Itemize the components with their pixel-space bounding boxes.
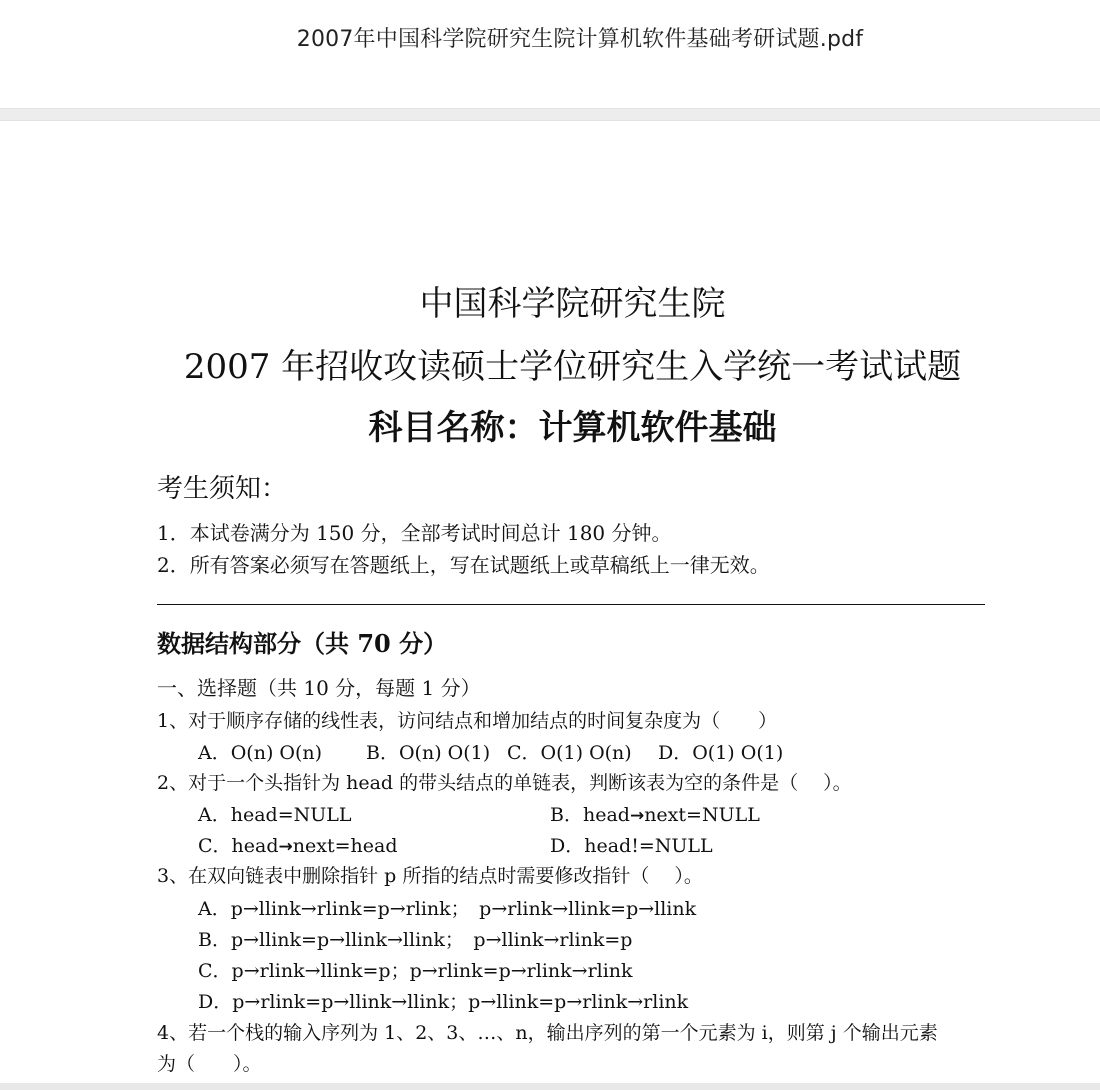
pdf-page xyxy=(0,121,1100,1090)
question-3-option-c: C．p→rlink→llink=p；p→rlink=p→rlink→rlink xyxy=(198,960,633,982)
option-c-text-start: C．head xyxy=(198,835,279,857)
notice-heading: 考生须知： xyxy=(157,474,288,504)
arrow-icon: → xyxy=(629,806,645,826)
question-1-option-d: D．O(1) O(1) xyxy=(658,742,784,764)
exam-title: 2007 年招收攻读硕士学位研究生入学统一考试试题 xyxy=(183,347,962,387)
horizontal-rule xyxy=(157,604,985,605)
question-3-option-d: D．p→rlink=p→llink→llink；p→llink=p→rlink→rlink xyxy=(198,991,689,1013)
option-b-text-start: B．head xyxy=(550,804,630,826)
option-c-text-end: next=head xyxy=(292,835,398,857)
viewer-header xyxy=(0,0,1100,108)
question-2-option-d: D．head!=NULL xyxy=(550,835,713,857)
option-b-text-end: next=NULL xyxy=(644,804,760,826)
question-3-stem: 3、在双向链表中删除指针 p 所指的结点时需要修改指针（ ）。 xyxy=(157,865,703,887)
question-4-stem-line-2: 为（ ）。 xyxy=(157,1053,262,1075)
page-separator xyxy=(0,108,1100,121)
file-title: 2007年中国科学院研究生院计算机软件基础考研试题.pdf xyxy=(296,27,864,52)
institution-heading: 中国科学院研究生院 xyxy=(419,284,726,324)
question-1-stem: 1、对于顺序存储的线性表，访问结点和增加结点的时间复杂度为（ ） xyxy=(157,710,778,732)
question-1-option-a: A．O(n) O(n) xyxy=(198,742,323,764)
notice-item-1: 1．本试卷满分为 150 分，全部考试时间总计 180 分钟。 xyxy=(157,521,672,545)
question-2-option-c xyxy=(198,831,398,858)
notice-item-2: 2．所有答案必须写在答题纸上，写在试题纸上或草稿纸上一律无效。 xyxy=(157,553,770,577)
part-title: 一、选择题（共 10 分，每题 1 分） xyxy=(157,676,481,700)
question-2-option-b xyxy=(550,800,760,827)
question-2-stem: 2、对于一个头指针为 head 的带头结点的单链表，判断该表为空的条件是（ ）。 xyxy=(157,772,852,794)
arrow-icon: → xyxy=(278,837,293,857)
section-title: 数据结构部分（共 70 分） xyxy=(157,629,448,658)
question-3-option-b: B．p→llink=p→llink→llink； p→llink→rlink=p xyxy=(198,929,633,951)
bottom-edge xyxy=(0,1083,1100,1090)
subject-heading: 科目名称：计算机软件基础 xyxy=(368,408,777,448)
question-1-option-c: C．O(1) O(n) xyxy=(507,742,632,764)
question-4-stem-line-1: 4、若一个栈的输入序列为 1、2、3、…、n，输出序列的第一个元素为 i，则第 j 个输出元素 xyxy=(157,1022,938,1044)
question-1-option-b: B．O(n) O(1) xyxy=(366,742,491,764)
question-3-option-a: A．p→llink→rlink=p→rlink； p→rlink→llink=p→llink xyxy=(198,898,697,920)
question-2-option-a: A．head=NULL xyxy=(198,804,352,826)
